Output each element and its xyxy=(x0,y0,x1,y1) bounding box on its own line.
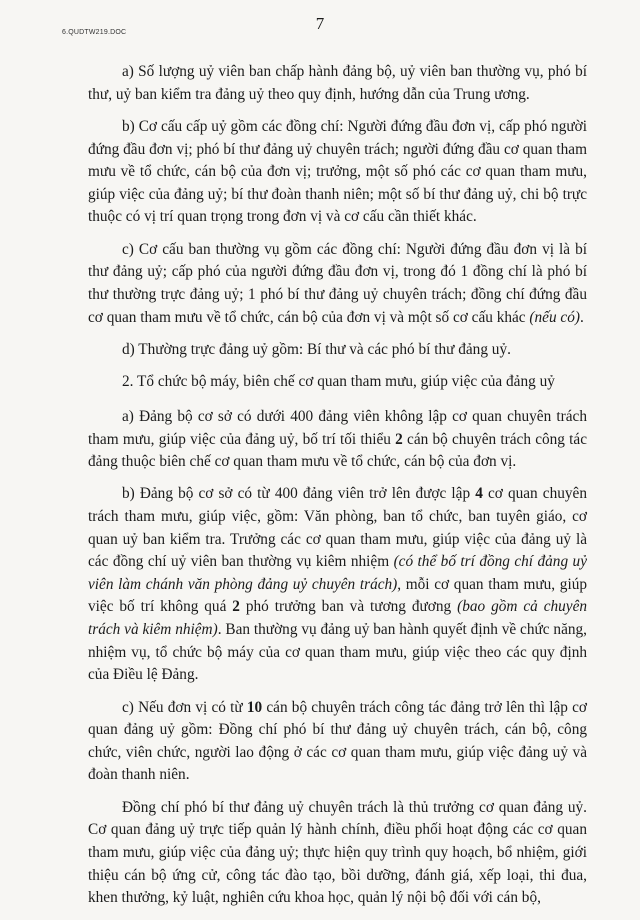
italic-run: (nếu có) xyxy=(529,308,580,326)
text-run: phó trưởng ban và tương đương xyxy=(239,598,458,616)
text-run: c) Nếu đơn vị có từ xyxy=(122,698,247,716)
paragraph-2a-under-400 xyxy=(88,406,587,474)
text-run: a) Đảng bộ cơ sở có dưới 400 đảng viên không lập cơ quan chuyên trách tham mưu, giúp việc của đảng uỷ, bố trí tối thiểu xyxy=(88,407,587,448)
text-run: cán bộ chuyên trách công tác đảng thuộc biên chế cơ quan tham mưu về tổ chức, cán bộ của đơn vị. xyxy=(88,430,587,471)
text-run: cơ quan chuyên trách tham mưu, giúp việc, gồm: Văn phòng, ban tổ chức, ban tuyên giáo, cơ quan uỷ ban kiểm tra. Trưởng các cơ quan tham mưu, giúp việc của đảng uỷ là các đồng chí uỷ viên ban thường vụ kiêm nhiệm xyxy=(88,485,587,571)
text-run: c) Cơ cấu ban thường vụ gồm các đồng chí: Người đứng đầu đơn vị là bí thư đảng uỷ; cấp phó của người đứng đầu đơn vị, trong đó 1 đồng chí là phó bí thư thường trực đảng uỷ; 1 phó bí thư đảng uỷ chuyên trách; đồng chí đứng đầu cơ quan tham mưu về tổ chức, cán bộ của đơn vị và một số cơ cấu khác xyxy=(88,240,587,326)
bold-run: 4 xyxy=(475,485,483,503)
paragraph-b-committee-structure: b) Cơ cấu cấp uỷ gồm các đồng chí: Người đứng đầu đơn vị, cấp phó người đứng đầu đơn vị; phó bí thư đảng uỷ chuyên trách; người đứng đầu cơ quan tham mưu về tổ chức, cán bộ của đơn vị; trưởng, một số phó các cơ quan tham mưu, giúp việc của đảng uỷ; bí thư đoàn thanh niên; một số bí thư đảng uỷ, chi bộ trực thuộc có vị trí quan trọng trong đơn vị và cơ cấu cần thiết khác. xyxy=(88,117,587,226)
bold-run: 2 xyxy=(232,598,240,616)
document-body xyxy=(88,61,587,920)
bold-run: 10 xyxy=(246,698,263,716)
paragraph-2c-party-office xyxy=(88,697,587,787)
text-run: cán bộ chuyên trách công tác đảng trở lên thì lập cơ quan đảng uỷ gồm: Đồng chí phó bí thư đảng uỷ chuyên trách, cán bộ, công chức, viên chức, người lao động ở các cơ quan tham mưu, giúp việc đảng uỷ và đoàn thanh niên. xyxy=(88,698,588,784)
bold-run: 2 xyxy=(395,430,403,448)
paragraph-c-standing-committee xyxy=(88,239,587,329)
text-run: b) Đảng bộ cơ sở có từ 400 đảng viên trở lên được lập xyxy=(122,485,476,503)
paragraph-a-members: a) Số lượng uỷ viên ban chấp hành đảng bộ, uỷ viên ban thường vụ, phó bí thư, uỷ ban kiểm tra đảng uỷ theo quy định, hướng dẫn của Trung ương. xyxy=(88,63,587,103)
italic-run: (bao gồm cả chuyên trách và kiêm nhiệm) xyxy=(88,598,588,639)
paragraph-deputy-secretary: Đồng chí phó bí thư đảng uỷ chuyên trách là thủ trưởng cơ quan đảng uỷ. Cơ quan đảng uỷ trực tiếp quản lý hành chính, điều phối hoạt động các cơ quan tham mưu, giúp việc của đảng uỷ; thực hiện quy trình quy hoạch, bổ nhiệm, giới thiệu cán bộ ứng cử, công tác đào tạo, bồi dưỡng, đánh giá, xếp loại, thi đua, khen thưởng, kỷ luật, nghiên cứu khoa học, quản lý nội bộ đối với cán bộ, xyxy=(88,798,587,907)
paragraph-2b-over-400 xyxy=(88,483,587,686)
text-run: . xyxy=(579,308,584,326)
section-heading-2: 2. Tổ chức bộ máy, biên chế cơ quan tham mưu, giúp việc của đảng uỷ xyxy=(122,373,555,391)
italic-run: (có thể bố trí đồng chí đảng uỷ viên làm chánh văn phòng đảng uỷ chuyên trách) xyxy=(88,553,587,593)
paragraph-d-standing-office: d) Thường trực đảng uỷ gồm: Bí thư và các phó bí thư đảng uỷ. xyxy=(122,340,511,358)
text-run: . Ban thường vụ đảng uỷ ban hành quyết định về chức năng, nhiệm vụ, tổ chức bộ máy của cơ quan tham mưu, giúp việc theo các quy định của Điều lệ Đảng. xyxy=(88,621,587,684)
document-code: 6.QUDTW219.DOC xyxy=(62,29,127,36)
page-number: 7 xyxy=(315,14,325,33)
text-run: , mỗi cơ quan tham mưu, giúp việc bố trí không quá xyxy=(88,575,587,616)
